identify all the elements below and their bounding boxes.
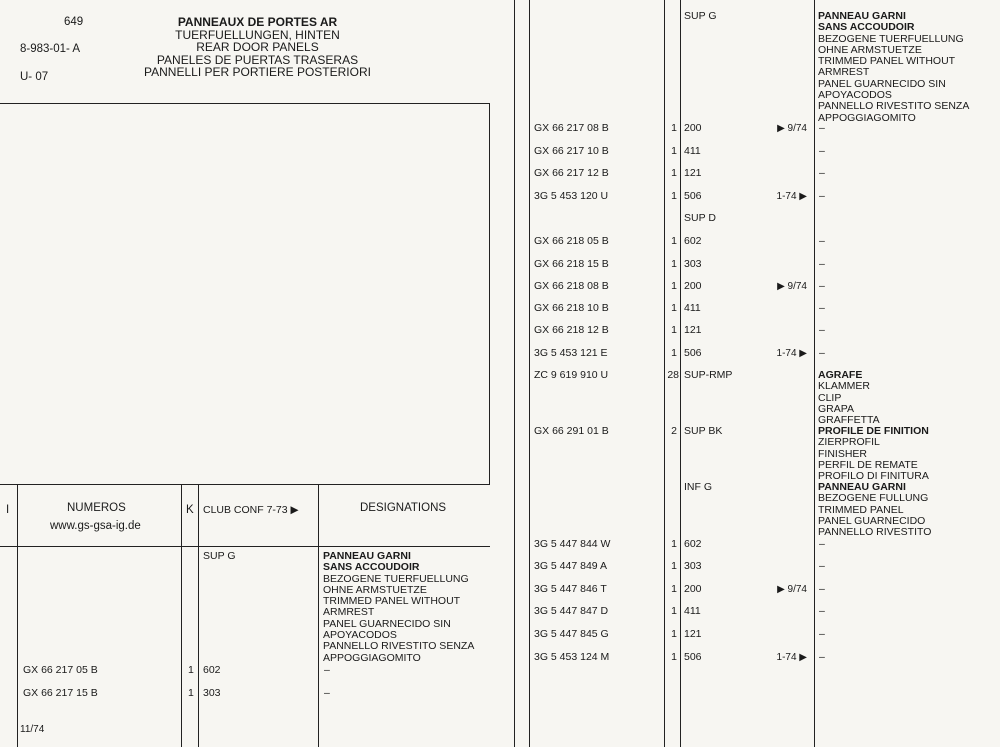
quantity: 1	[671, 145, 677, 157]
right-row	[0, 539, 1000, 551]
page-title	[130, 16, 385, 79]
part-number: ZC 9 619 910 U	[534, 369, 609, 381]
right-row	[0, 426, 1000, 438]
part-number: GX 66 217 12 B	[534, 167, 609, 179]
clip-designation: AGRAFE KLAMMER CLIP GRAPA GRAFFETTA	[818, 369, 880, 427]
club-code: 121	[684, 167, 702, 179]
quantity: 1	[188, 664, 194, 676]
part-number: 3G 5 447 845 G	[534, 628, 609, 640]
club-code: 200	[684, 122, 702, 134]
group-label: INF G	[684, 481, 712, 493]
designation-dash: –	[819, 324, 825, 336]
designation-dash: –	[819, 538, 825, 550]
page-number: 649	[64, 16, 84, 28]
part-number: 3G 5 447 849 A	[534, 560, 607, 572]
title-es: PANELES DE PUERTAS TRASERAS	[156, 52, 359, 67]
right-row	[0, 606, 1000, 618]
club-code: 303	[684, 258, 702, 270]
validity-note: 1-74 ▶	[776, 191, 807, 202]
quantity: 28	[667, 369, 679, 381]
group-label: SUP G	[684, 10, 717, 22]
right-row	[0, 259, 1000, 271]
title-fr: PANNEAUX DE PORTES AR	[177, 15, 338, 29]
designation-dash: –	[819, 347, 825, 359]
left-designation: PANNEAU GARNI SANS ACCOUDOIR BEZOGENE TUERFUELLUNG OHNE ARMSTUETZE TRIMMED PANEL WITHOUT ARMREST PANEL GUARNECIDO SIN APOYACODOS PANNELLO RIVESTITO SENZA APPOGGIAGOMITO	[323, 550, 475, 664]
designation-dash: –	[819, 583, 825, 595]
part-number: GX 66 218 08 B	[534, 280, 609, 292]
part-number: GX 66 217 05 B	[23, 664, 98, 676]
club-code: 200	[684, 583, 702, 595]
quantity: 1	[671, 538, 677, 550]
designation-dash: –	[819, 145, 825, 157]
illustration-top-border	[0, 103, 490, 104]
club-code: 411	[684, 145, 701, 157]
col-header-k: K	[186, 504, 194, 516]
club-code: 411	[684, 605, 701, 617]
club-code: 303	[203, 687, 221, 699]
part-number: GX 66 217 10 B	[534, 145, 609, 157]
title-it: PANNELLI PER PORTIERE POSTERIORI	[144, 65, 371, 79]
part-number: 3G 5 453 120 U	[534, 190, 609, 202]
right-row	[0, 123, 1000, 135]
col-header-numeros: NUMEROS	[67, 502, 126, 514]
part-number: GX 66 291 01 B	[534, 425, 609, 437]
quantity: 1	[671, 583, 677, 595]
club-code: 411	[684, 302, 701, 314]
designation-dash: –	[819, 560, 825, 572]
group-label: SUP BK	[684, 425, 723, 437]
designation-dash: –	[819, 122, 825, 134]
club-code: 121	[684, 628, 702, 640]
col-header-designations: DESIGNATIONS	[360, 502, 447, 514]
catalog-code: 8-983-01- A	[20, 43, 81, 55]
right-row	[0, 191, 1000, 203]
part-number: 3G 5 453 121 E	[534, 347, 608, 359]
designation-dash: –	[819, 235, 825, 247]
designation-dash: –	[819, 167, 825, 179]
title-de: TUERFUELLUNGEN, HINTEN	[175, 27, 340, 42]
designation-dash: –	[819, 302, 825, 314]
right-row	[0, 146, 1000, 158]
quantity: 1	[671, 235, 677, 247]
quantity: 1	[671, 280, 677, 292]
designation-dash: –	[819, 258, 825, 270]
quantity: 2	[671, 425, 677, 437]
quantity: 1	[671, 302, 677, 314]
designation-dash: –	[819, 280, 825, 292]
quantity: 1	[671, 347, 677, 359]
right-row	[0, 370, 1000, 382]
group-label: SUP D	[684, 212, 716, 224]
title-en: REAR DOOR PANELS	[196, 40, 319, 54]
quantity: 1	[671, 324, 677, 336]
part-number: GX 66 217 15 B	[23, 687, 98, 699]
group-designation: PANNEAU GARNI SANS ACCOUDOIR BEZOGENE TUERFUELLUNG OHNE ARMSTUETZE TRIMMED PANEL WITHOUT ARMREST PANEL GUARNECIDO SIN APOYACODOS PANNELLO RIVESTITO SENZA APPOGGIAGOMITO	[818, 10, 970, 124]
club-code: 506	[684, 651, 702, 663]
part-number: 3G 5 447 847 D	[534, 605, 609, 617]
club-code: 602	[203, 664, 221, 676]
designation-dash: –	[324, 664, 330, 676]
club-code: 506	[684, 347, 702, 359]
validity-note: ▶ 9/74	[777, 123, 807, 134]
website-link[interactable]: www.gs-gsa-ig.de	[50, 520, 141, 532]
quantity: 1	[188, 687, 194, 699]
inner-panel-designation: PANNEAU GARNI BEZOGENE FULLUNG TRIMMED PANEL PANEL GUARNECIDO PANNELLO RIVESTITO	[818, 481, 932, 539]
part-number: GX 66 218 10 B	[534, 302, 609, 314]
left-sup-label: SUP G	[203, 550, 236, 562]
right-row	[0, 281, 1000, 293]
club-code: 121	[684, 324, 702, 336]
quantity: 1	[671, 258, 677, 270]
designation-dash: –	[324, 687, 330, 699]
part-number: 3G 5 447 846 T	[534, 583, 607, 595]
footer-date: 11/74	[20, 724, 45, 735]
designation-dash: –	[819, 605, 825, 617]
col-header-index: I	[6, 504, 10, 516]
part-number: 3G 5 447 844 W	[534, 538, 611, 550]
right-row	[0, 629, 1000, 641]
quantity: 1	[671, 167, 677, 179]
section-code: U- 07	[20, 71, 49, 83]
designation-dash: –	[819, 651, 825, 663]
club-code: 602	[684, 235, 702, 247]
validity-note: ▶ 9/74	[777, 584, 807, 595]
finisher-designation: PROFILE DE FINITION ZIERPROFIL FINISHER PERFIL DE REMATE PROFILO DI FINITURA	[818, 425, 929, 483]
validity-note: 1-74 ▶	[776, 348, 807, 359]
right-row	[0, 303, 1000, 315]
right-row	[0, 236, 1000, 248]
club-code: 602	[684, 538, 702, 550]
quantity: 1	[671, 190, 677, 202]
part-number: GX 66 218 12 B	[534, 324, 609, 336]
club-code: SUP-RMP	[684, 369, 733, 381]
quantity: 1	[671, 628, 677, 640]
right-row	[0, 168, 1000, 180]
designation-dash: –	[819, 628, 825, 640]
part-number: GX 66 217 08 B	[534, 122, 609, 134]
quantity: 1	[671, 605, 677, 617]
col-header-club: CLUB CONF 7-73 ▶	[203, 504, 299, 516]
club-code: 200	[684, 280, 702, 292]
part-number: 3G 5 453 124 M	[534, 651, 610, 663]
right-row	[0, 584, 1000, 596]
quantity: 1	[671, 122, 677, 134]
club-code: 303	[684, 560, 702, 572]
quantity: 1	[671, 560, 677, 572]
part-number: GX 66 218 05 B	[534, 235, 609, 247]
right-row	[0, 652, 1000, 664]
right-row	[0, 325, 1000, 337]
part-number: GX 66 218 15 B	[534, 258, 609, 270]
column-header-top	[0, 484, 490, 485]
validity-note: 1-74 ▶	[776, 652, 807, 663]
validity-note: ▶ 9/74	[777, 281, 807, 292]
right-row	[0, 561, 1000, 573]
quantity: 1	[671, 651, 677, 663]
right-row	[0, 348, 1000, 360]
designation-dash: –	[819, 190, 825, 202]
club-code: 506	[684, 190, 702, 202]
